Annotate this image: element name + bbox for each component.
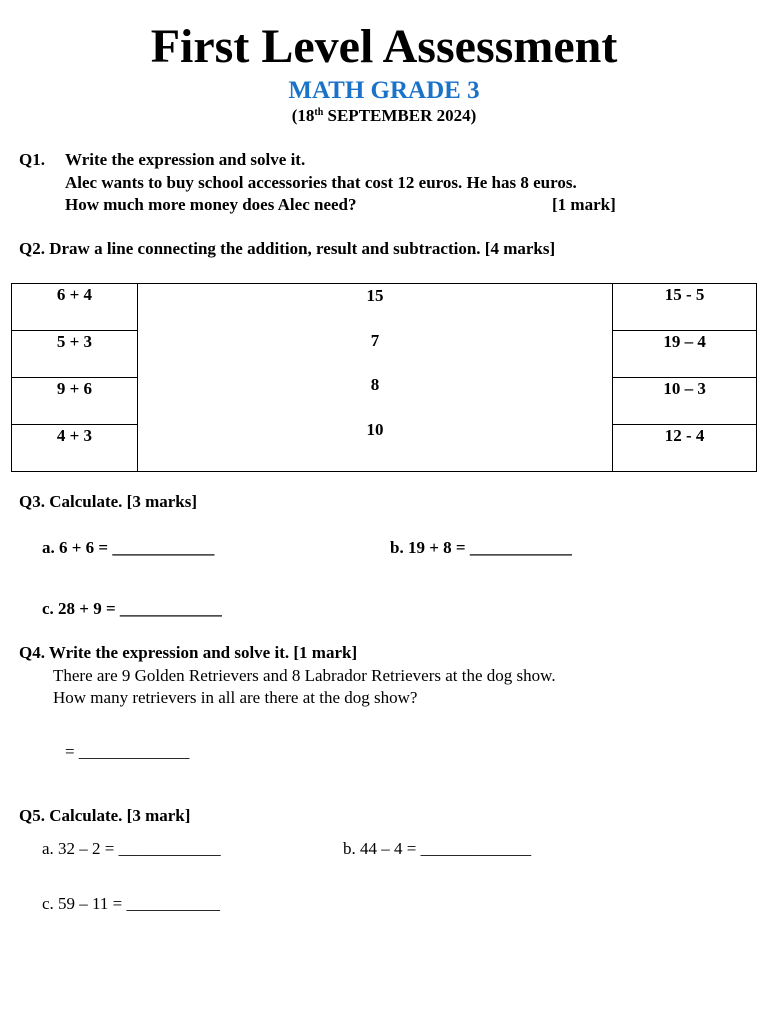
q1-problem-line1: Alec wants to buy school accessories that cost 12 euros. He has 8 euros. (65, 173, 577, 192)
addition-cell: 5 + 3 (12, 331, 138, 378)
q4-problem-line1: There are 9 Golden Retrievers and 8 Labrador Retrievers at the dog show. (53, 666, 556, 685)
addition-cell: 9 + 6 (12, 378, 138, 425)
addition-cell: 6 + 4 (12, 284, 138, 331)
result-value: 10 (366, 419, 384, 439)
q3-item-c: c. 28 + 9 = ____________ (42, 599, 222, 618)
q3-item-b: b. 19 + 8 = ____________ (390, 538, 572, 557)
q5-item-b: b. 44 – 4 = _____________ (343, 839, 532, 858)
result-value: 8 (370, 375, 380, 394)
q1-problem-line2: How much more money does Alec need? (65, 195, 357, 214)
result-value: 7 (370, 330, 380, 350)
results-cell (137, 284, 612, 472)
addition-cell: 4 + 3 (12, 425, 138, 472)
subtraction-cell: 12 - 4 (613, 425, 757, 472)
q2-heading: Q2. Draw a line connecting the addition, result and subtraction. [4 marks] (19, 239, 556, 258)
subtraction-cell: 10 – 3 (613, 378, 757, 425)
q5-item-c: c. 59 – 11 = ___________ (42, 894, 221, 913)
date-suffix: SEPTEMBER 2024) (323, 106, 477, 125)
q5-heading: Q5. Calculate. [3 mark] (19, 806, 191, 825)
date-prefix: (18 (291, 106, 315, 125)
q1-instruction: Write the expression and solve it. (65, 150, 306, 169)
matching-table (11, 283, 757, 472)
q3-item-a: a. 6 + 6 = ____________ (42, 538, 215, 557)
page-subtitle: MATH GRADE 3 (288, 77, 480, 104)
q4-answer-line: = _____________ (65, 742, 190, 761)
q4-heading: Q4. Write the expression and solve it. [1 mark] (19, 643, 358, 662)
page-title: First Level Assessment (150, 20, 618, 73)
q3-heading: Q3. Calculate. [3 marks] (19, 492, 198, 511)
result-value: 15 (366, 286, 384, 305)
subtraction-cell: 19 – 4 (613, 331, 757, 378)
q1-label: Q1. (19, 150, 45, 169)
date-superscript: th (314, 107, 324, 118)
assessment-date (0, 104, 768, 128)
q5-item-a: a. 32 – 2 = ____________ (42, 839, 221, 858)
q1-marks: [1 mark] (552, 195, 616, 214)
subtraction-cell: 15 - 5 (613, 284, 757, 331)
q4-problem-line2: How many retrievers in all are there at the dog show? (53, 688, 418, 707)
